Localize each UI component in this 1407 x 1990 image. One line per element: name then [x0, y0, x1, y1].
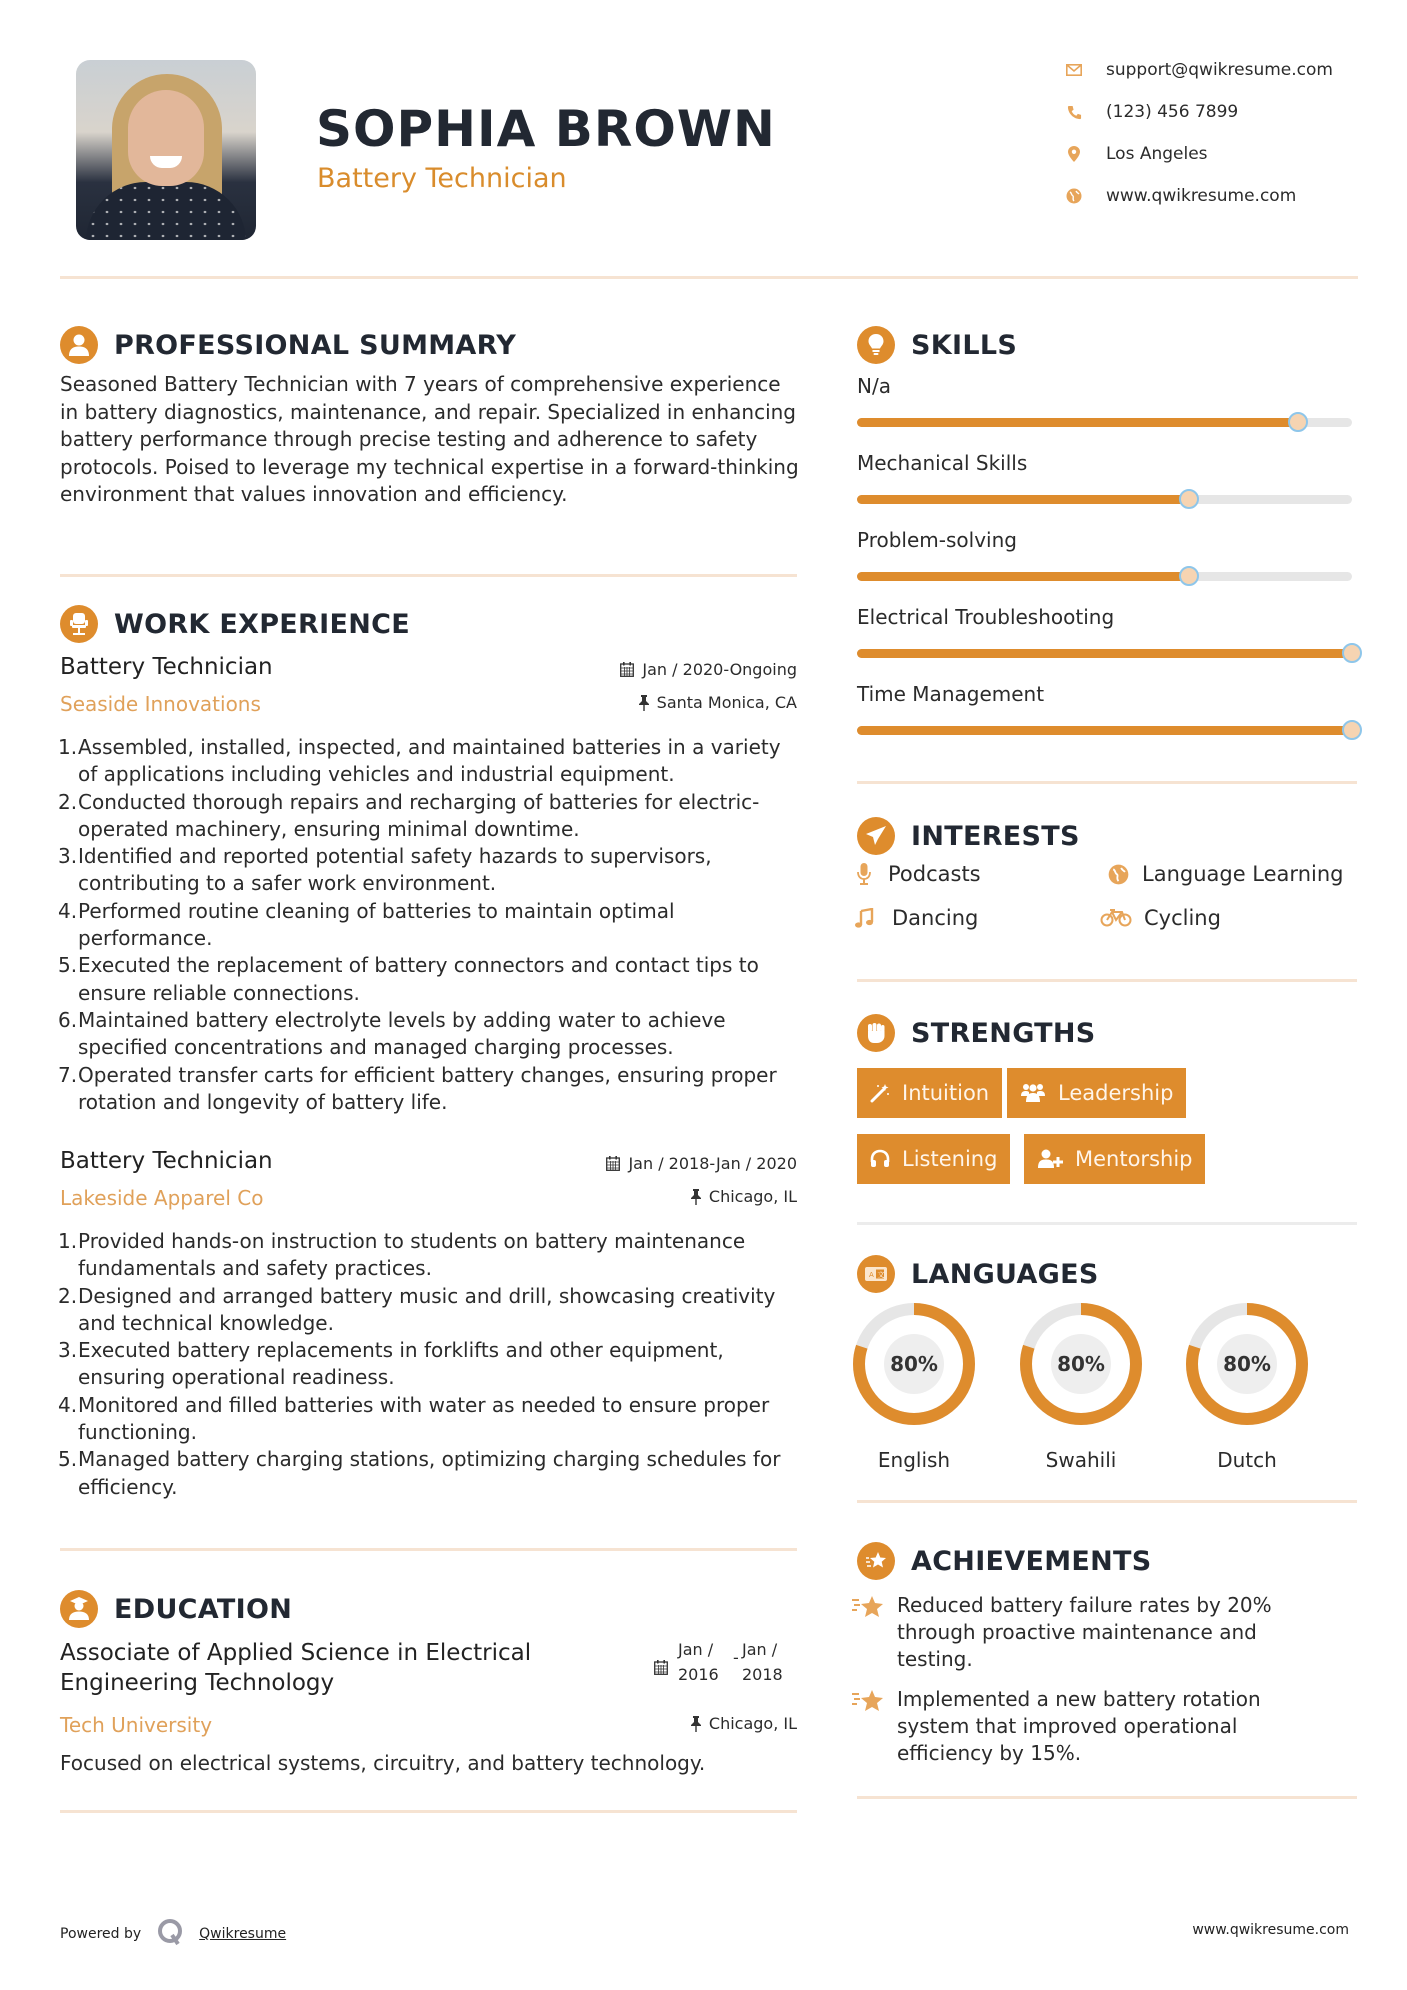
skill-label: Electrical Troubleshooting [857, 605, 1115, 629]
list-item: 3. Executed battery replacements in forklifts and other equipment, ensuring operational readiness. [58, 1338, 724, 1390]
users-icon [1020, 1083, 1046, 1103]
slider-thumb[interactable] [1179, 566, 1199, 586]
user-icon [60, 326, 98, 364]
interests-heading [857, 817, 1080, 855]
section-divider [60, 574, 797, 577]
powered-by-label: Powered by [60, 1926, 142, 1942]
edu-end-year: 2018 [742, 1665, 783, 1684]
summary-text: Seasoned Battery Technician with 7 years of comprehensive experience in battery diagnostics, maintenance, and repair. Specialized in enhancing battery performance through precise testing and adherence to safety protocols. Poised to leverage my technical expertise in a forward-thinking environment that values innovation and efficiency. [60, 372, 799, 506]
profile-photo [76, 60, 256, 240]
job-title: Battery Technician [60, 654, 273, 680]
language-ring-chart [1185, 1302, 1309, 1426]
section-divider [857, 1222, 1357, 1225]
lightbulb-icon [857, 326, 895, 364]
footer-powered-by [60, 1918, 286, 1950]
headphones-icon [870, 1149, 890, 1169]
language-item [1185, 1302, 1309, 1472]
envelope-icon [1064, 60, 1084, 80]
strengths-heading [857, 1014, 1096, 1052]
achievement-item: Implemented a new battery rotation system that improved operational efficiency by 15%. [851, 1686, 1297, 1767]
calendar-icon [654, 1660, 668, 1679]
section-title: ACHIEVEMENTS [911, 1545, 1152, 1577]
list-item: 3. Identified and reported potential safety hazards to supervisors, contributing to a safer work environment. [58, 844, 712, 896]
language-percent: 80% [1223, 1352, 1271, 1376]
language-percent: 80% [1057, 1352, 1105, 1376]
contact-location [1064, 142, 1208, 166]
slider-thumb[interactable] [1179, 489, 1199, 509]
svg-text:A: A [869, 1271, 874, 1279]
qwikresume-logo-icon [157, 1918, 185, 1950]
translate-icon [857, 1255, 895, 1293]
section-title: STRENGTHS [911, 1017, 1096, 1049]
interest-item: Dancing [852, 906, 978, 930]
contact-phone-text: (123) 456 7899 [1106, 102, 1239, 122]
pushpin-icon [639, 695, 649, 711]
skill-slider[interactable] [857, 572, 1352, 581]
degree-line-1: Associate of Applied Science in Electrical [60, 1640, 532, 1666]
skill-label: Time Management [857, 682, 1045, 706]
calendar-icon [620, 662, 634, 677]
job-location: Santa Monica, CA [639, 693, 797, 712]
skill-label: Problem-solving [857, 528, 1017, 552]
user-plus-icon [1037, 1149, 1063, 1169]
skill-label: N/a [857, 374, 891, 398]
edu-end-month: Jan / [742, 1640, 778, 1659]
job-title: Battery Technician [60, 1148, 273, 1174]
star-icon [851, 1592, 885, 1624]
microphone-icon [852, 863, 876, 885]
section-divider [857, 979, 1357, 982]
graduate-icon [60, 1590, 98, 1628]
music-note-icon [852, 908, 876, 928]
company-name: Lakeside Apparel Co [60, 1186, 264, 1210]
edu-start-year: 2016 [678, 1665, 719, 1684]
achievement-item: Reduced battery failure rates by 20% through proactive maintenance and testing. [851, 1592, 1297, 1673]
section-title: PROFESSIONAL SUMMARY [114, 329, 517, 361]
languages-heading [857, 1255, 1099, 1293]
list-item: 2. Designed and arranged battery music and drill, showcasing creativity and technical knowledge. [58, 1283, 776, 1335]
qwikresume-link[interactable]: Qwikresume [199, 1926, 287, 1942]
header-divider [60, 276, 1358, 279]
job-bullets [60, 1228, 805, 1501]
footer-website[interactable]: www.qwikresume.com [1192, 1922, 1349, 1938]
svg-text:文: 文 [877, 1271, 885, 1279]
skill-slider[interactable] [857, 418, 1352, 427]
globe-icon [1064, 186, 1084, 206]
section-title: SKILLS [911, 329, 1018, 361]
pushpin-icon [691, 1716, 701, 1732]
contact-website[interactable] [1064, 184, 1296, 208]
job-location: Chicago, IL [691, 1187, 797, 1206]
contact-location-text: Los Angeles [1106, 144, 1208, 164]
interest-item: Language Learning [1106, 862, 1343, 886]
strength-chip: Listening [857, 1134, 1010, 1184]
interest-item: Cycling [1100, 906, 1221, 930]
job-dates: Jan / 2020-Ongoing [620, 660, 797, 679]
magic-wand-icon [870, 1083, 890, 1103]
degree-line-2: Engineering Technology [60, 1670, 335, 1696]
language-name: English [877, 1448, 951, 1472]
school-name: Tech University [60, 1713, 213, 1737]
candidate-title: Battery Technician [317, 163, 567, 194]
list-item: 4. Monitored and filled batteries with water as needed to ensure proper functioning. [58, 1392, 770, 1445]
skill-slider[interactable] [857, 495, 1352, 504]
contact-email-text: support@qwikresume.com [1106, 60, 1333, 80]
language-item [852, 1302, 976, 1472]
language-ring-chart [852, 1302, 976, 1426]
skill-label: Mechanical Skills [857, 451, 1028, 475]
job-dates: Jan / 2018-Jan / 2020 [606, 1154, 797, 1173]
edu-date-separator: - [733, 1648, 739, 1667]
job-bullets [60, 734, 805, 1116]
slider-thumb[interactable] [1288, 412, 1308, 432]
work-experience-heading [60, 605, 410, 643]
section-divider [857, 1500, 1357, 1503]
strength-chip: Intuition [857, 1068, 1002, 1118]
skill-slider[interactable] [857, 649, 1352, 658]
language-percent: 80% [890, 1352, 938, 1376]
edu-description: Focused on electrical systems, circuitry, and battery technology. [60, 1751, 706, 1775]
section-divider [857, 1796, 1357, 1799]
skills-heading [857, 326, 1017, 364]
section-title: LANGUAGES [911, 1258, 1099, 1290]
language-item [1019, 1302, 1143, 1472]
candidate-name: SOPHIA BROWN [316, 100, 776, 158]
section-divider [857, 781, 1357, 784]
company-name: Seaside Innovations [60, 692, 261, 716]
list-item: 4. Performed routine cleaning of batteries to maintain optimal performance. [58, 898, 675, 951]
star-badge-icon [857, 1542, 895, 1580]
edu-start-month: Jan / [678, 1640, 714, 1659]
achievements-heading [857, 1542, 1152, 1580]
bicycle-icon [1100, 909, 1132, 927]
professional-summary-heading [60, 326, 516, 364]
paper-plane-icon [857, 817, 895, 855]
calendar-icon [606, 1156, 620, 1171]
strength-chip: Leadership [1007, 1068, 1186, 1118]
education-heading [60, 1590, 292, 1628]
section-title: INTERESTS [911, 820, 1080, 852]
list-item: 1. Provided hands-on instruction to students on battery maintenance fundamentals and safety practices. [58, 1229, 746, 1281]
list-item: 5. Managed battery charging stations, optimizing charging schedules for efficiency. [58, 1447, 781, 1499]
section-divider [60, 1810, 797, 1813]
language-name: Swahili [1045, 1448, 1117, 1472]
slider-thumb[interactable] [1342, 643, 1362, 663]
slider-thumb[interactable] [1342, 720, 1362, 740]
interest-item: Podcasts [852, 862, 981, 886]
star-icon [851, 1686, 885, 1718]
contact-phone[interactable] [1064, 100, 1238, 124]
section-divider [60, 1548, 797, 1551]
fist-icon [857, 1014, 895, 1052]
list-item: 1. Assembled, installed, inspected, and maintained batteries in a variety of applications including vehicles and industrial equipment. [58, 735, 781, 787]
list-item: 6. Maintained battery electrolyte levels by adding water to achieve specified concentrations and managed charging processes. [58, 1007, 726, 1060]
list-item: 5. Executed the replacement of battery connectors and contact tips to ensure reliable connections. [58, 953, 759, 1005]
edu-location: Chicago, IL [691, 1714, 797, 1733]
globe-icon [1106, 864, 1130, 885]
phone-icon [1064, 102, 1084, 122]
contact-website-text: www.qwikresume.com [1106, 186, 1297, 206]
contact-email[interactable] [1064, 58, 1333, 82]
list-item: 2. Conducted thorough repairs and recharging of batteries for electric-operated machinery, ensuring minimal downtime. [58, 789, 760, 841]
language-ring-chart [1019, 1302, 1143, 1426]
section-title: WORK EXPERIENCE [114, 608, 410, 640]
list-item: 7. Operated transfer carts for efficient battery changes, ensuring proper rotation and longevity of battery life. [58, 1062, 777, 1114]
section-title: EDUCATION [114, 1593, 293, 1625]
map-pin-icon [1064, 144, 1084, 164]
strength-chip: Mentorship [1024, 1134, 1205, 1184]
pushpin-icon [691, 1189, 701, 1205]
chair-icon [60, 605, 98, 643]
language-name: Dutch [1217, 1448, 1277, 1472]
skill-slider[interactable] [857, 726, 1352, 735]
